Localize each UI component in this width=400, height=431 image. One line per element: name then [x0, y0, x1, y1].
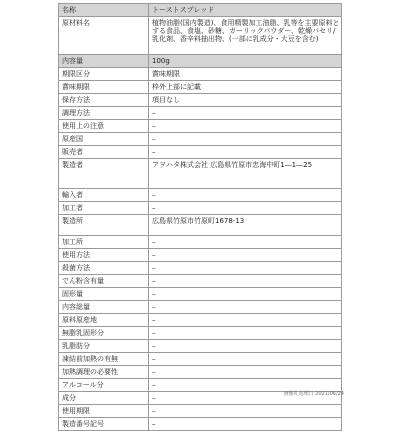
- table-row: [59, 133, 342, 146]
- row-label: [59, 215, 149, 236]
- row-label-text: 使用上の注意: [62, 122, 104, 130]
- row-label: [59, 202, 149, 215]
- table-row: [59, 94, 342, 107]
- row-value-text: アヲハタ株式会社 広島県竹原市忠海中町1―1―25: [152, 161, 313, 169]
- row-value-text: –: [152, 148, 156, 156]
- row-label-text: 製造番号記号: [62, 420, 104, 428]
- row-value-text: –: [152, 394, 156, 402]
- row-label-text: アルコール分: [62, 381, 104, 389]
- row-value: [149, 418, 342, 431]
- row-label-text: 加工者: [62, 204, 83, 212]
- row-label-text: 加工所: [62, 238, 83, 246]
- row-value-text: –: [152, 290, 156, 298]
- row-value-text: –: [152, 407, 156, 415]
- table-row: [59, 4, 342, 17]
- table-row: [59, 366, 342, 379]
- row-value: [149, 55, 342, 68]
- row-value: [149, 405, 342, 418]
- row-label-text: 殺菌方法: [62, 264, 90, 272]
- row-label-text: 内容量: [62, 57, 83, 65]
- row-label: [59, 262, 149, 275]
- row-value-text: –: [152, 355, 156, 363]
- row-value: [149, 301, 342, 314]
- product-label-table: [58, 3, 342, 431]
- row-label-text: 固形量: [62, 290, 83, 298]
- row-value: [149, 236, 342, 249]
- row-label-text: 内容総量: [62, 303, 90, 311]
- row-label-text: 輸入者: [62, 191, 83, 199]
- row-value-text: –: [152, 420, 156, 428]
- row-value: [149, 17, 342, 55]
- row-label-text: 原材料名: [62, 19, 90, 27]
- row-value-text: 賞味期限: [152, 70, 180, 78]
- row-label-text: 乳脂肪分: [62, 342, 90, 350]
- row-value: [149, 340, 342, 353]
- row-label-text: 期限区分: [62, 70, 90, 78]
- row-value: [149, 215, 342, 236]
- row-label-text: 凍結前加熱の有無: [62, 355, 118, 363]
- row-value: [149, 94, 342, 107]
- row-label: [59, 366, 149, 379]
- table-row: [59, 107, 342, 120]
- row-label: [59, 120, 149, 133]
- table-row: [59, 340, 342, 353]
- row-label: [59, 189, 149, 202]
- row-label-text: 成分: [62, 394, 76, 402]
- row-label-text: 加熱調理の必要性: [62, 368, 118, 376]
- row-label: [59, 340, 149, 353]
- row-value-text: –: [152, 122, 156, 130]
- row-value-text: –: [152, 264, 156, 272]
- row-value-text: 広島県竹原市竹原町1678-13: [152, 217, 245, 225]
- row-value: [149, 81, 342, 94]
- row-label: [59, 4, 149, 17]
- table-row: [59, 146, 342, 159]
- row-label: [59, 275, 149, 288]
- row-value-text: –: [152, 368, 156, 376]
- row-value: [149, 4, 342, 17]
- table-row: [59, 249, 342, 262]
- row-value-text: –: [152, 204, 156, 212]
- table-row: [59, 288, 342, 301]
- row-value-text: –: [152, 316, 156, 324]
- row-label: [59, 379, 149, 392]
- table-row: [59, 327, 342, 340]
- row-label: [59, 236, 149, 249]
- table-row: [59, 215, 342, 236]
- row-label: [59, 327, 149, 340]
- row-label-text: 調理方法: [62, 109, 90, 117]
- row-label: [59, 81, 149, 94]
- row-label-text: 使用方法: [62, 251, 90, 259]
- row-value-text: –: [152, 303, 156, 311]
- row-value: [149, 314, 342, 327]
- row-label: [59, 418, 149, 431]
- row-label-text: 無脂乳固形分: [62, 329, 104, 337]
- table-row: [59, 275, 342, 288]
- row-value-text: –: [152, 251, 156, 259]
- row-value: [149, 249, 342, 262]
- table-row: [59, 236, 342, 249]
- row-value: [149, 262, 342, 275]
- row-value-text: –: [152, 109, 156, 117]
- row-value-text: 100g: [152, 57, 170, 65]
- image-processed-date: 画像札処理日 2021/06/24: [283, 391, 344, 397]
- table-row: [59, 314, 342, 327]
- table-row: [59, 81, 342, 94]
- row-label: [59, 68, 149, 81]
- row-value-text: –: [152, 342, 156, 350]
- row-label: [59, 17, 149, 55]
- table-row: [59, 418, 342, 431]
- table-row: [59, 120, 342, 133]
- table-row: [59, 55, 342, 68]
- row-value: [149, 202, 342, 215]
- row-label: [59, 314, 149, 327]
- row-value: [149, 159, 342, 189]
- row-value: [149, 146, 342, 159]
- row-label-text: 原産国: [62, 135, 83, 143]
- row-label-text: 賞味期限: [62, 83, 90, 91]
- row-value: [149, 68, 342, 81]
- row-value-text: –: [152, 135, 156, 143]
- row-label: [59, 159, 149, 189]
- row-label-text: 製造所: [62, 217, 83, 225]
- table-row: [59, 17, 342, 55]
- row-value: [149, 133, 342, 146]
- table-row: [59, 353, 342, 366]
- row-value-text: 枠外上部に記載: [152, 83, 201, 91]
- row-label-text: 販売者: [62, 148, 83, 156]
- table-row: [59, 159, 342, 189]
- row-value-text: –: [152, 329, 156, 337]
- row-value: [149, 107, 342, 120]
- row-value: [149, 120, 342, 133]
- row-value-text: 項目なし: [152, 96, 180, 104]
- row-value-text: –: [152, 238, 156, 246]
- row-value: [149, 366, 342, 379]
- row-value: [149, 189, 342, 202]
- table-row: [59, 262, 342, 275]
- table-row: [59, 405, 342, 418]
- row-label: [59, 146, 149, 159]
- table-row: [59, 301, 342, 314]
- table-row: [59, 68, 342, 81]
- row-label-text: 名称: [62, 6, 76, 14]
- row-label: [59, 301, 149, 314]
- row-value: [149, 275, 342, 288]
- row-label: [59, 55, 149, 68]
- row-value: [149, 353, 342, 366]
- row-label: [59, 94, 149, 107]
- row-label-text: 製造者: [62, 161, 83, 169]
- row-value: [149, 327, 342, 340]
- row-value-text: –: [152, 191, 156, 199]
- row-label: [59, 107, 149, 120]
- table-row: [59, 189, 342, 202]
- row-label: [59, 249, 149, 262]
- row-value-text: トーストスプレッド: [152, 6, 215, 14]
- row-value-text: –: [152, 277, 156, 285]
- row-label-text: でん粉含有量: [62, 277, 104, 285]
- row-label-text: 使用期限: [62, 407, 90, 415]
- row-value-text: –: [152, 381, 156, 389]
- row-value: [149, 288, 342, 301]
- row-label: [59, 133, 149, 146]
- row-label-text: 原料原産地: [62, 316, 97, 324]
- row-label: [59, 288, 149, 301]
- row-value-text: 植物油脂(国内製造)、食用精製加工油脂、乳等を主要原料とする食品、食塩、砂糖、ガーリックパウダー、乾燥パセリ/乳化剤、香辛料抽出物、(一部に乳成分・大豆を含む): [152, 19, 340, 44]
- row-label: [59, 392, 149, 405]
- row-label: [59, 353, 149, 366]
- row-label-text: 保存方法: [62, 96, 90, 104]
- table-row: [59, 202, 342, 215]
- row-label: [59, 405, 149, 418]
